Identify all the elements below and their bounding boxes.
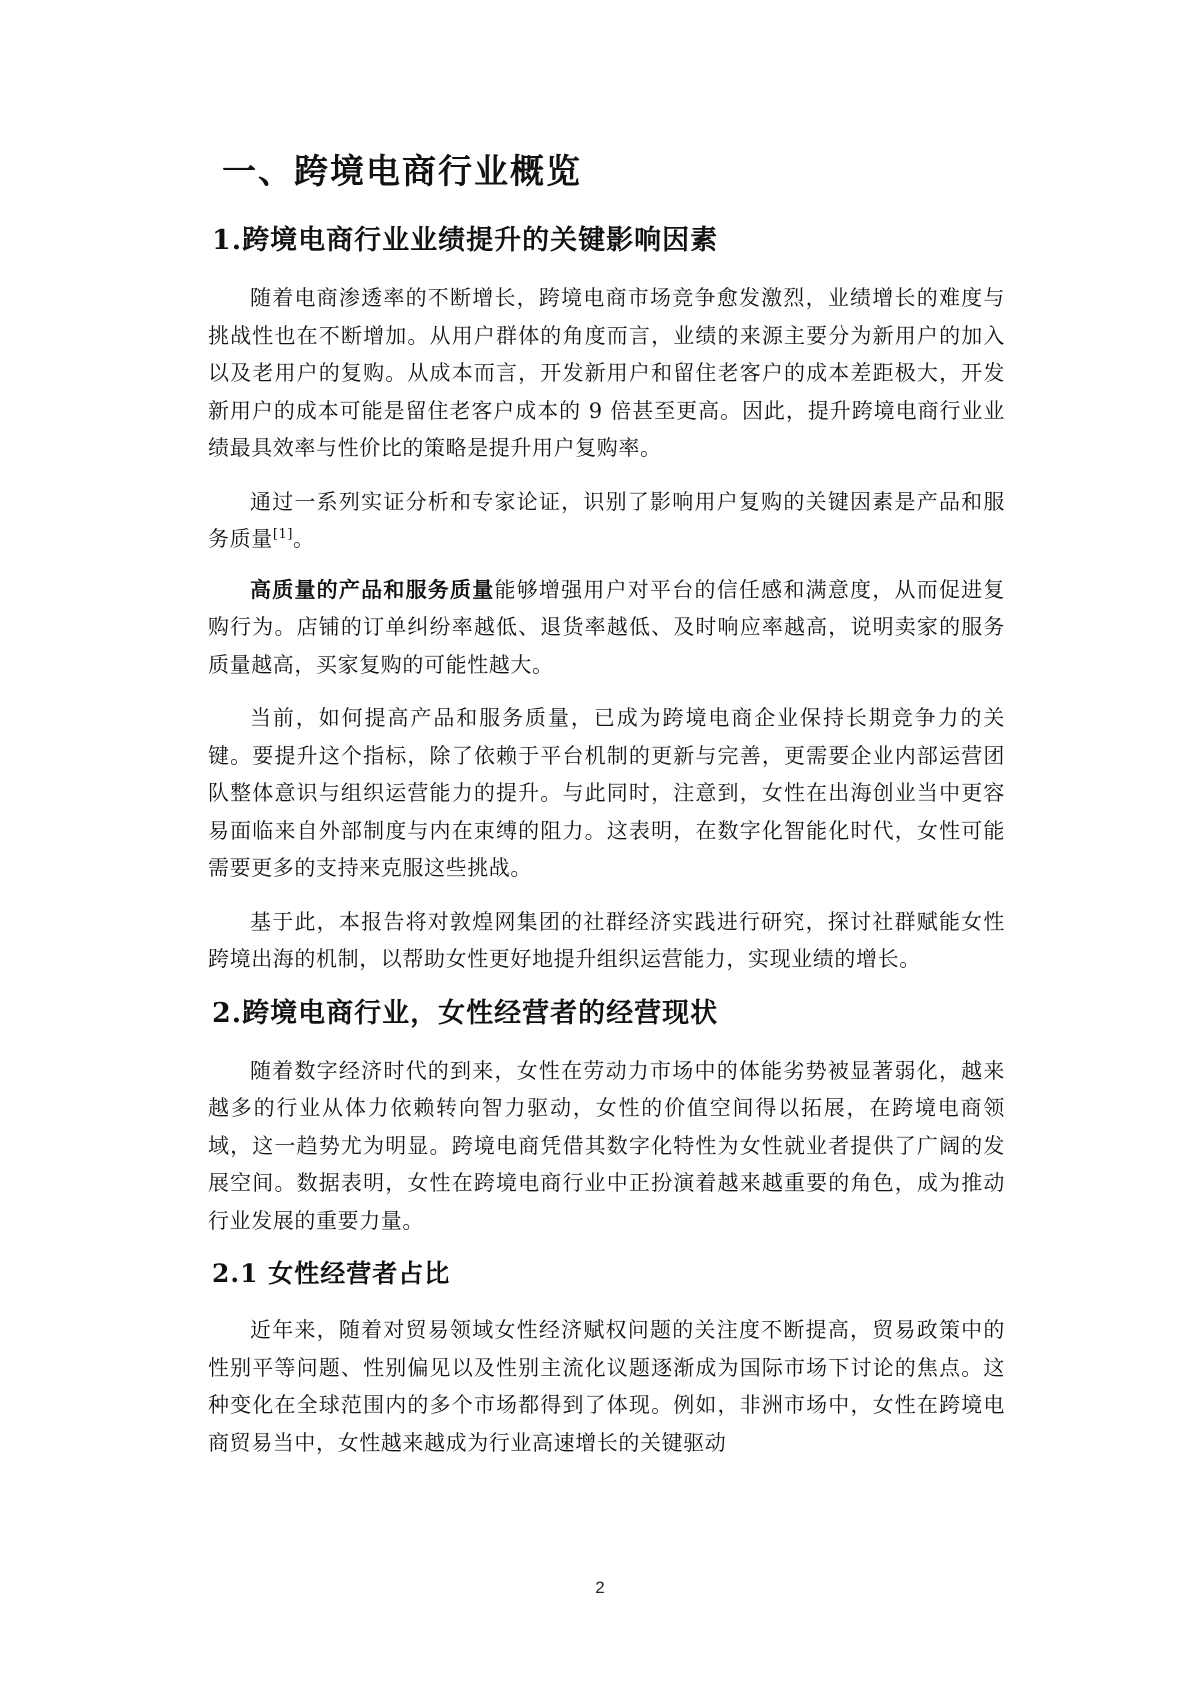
- paragraph-3-text: 能够增强用户对平台的信任感和满意度，从而促进复购行为。店铺的订单纠纷率越低、退货率越低、及时响应率越高，说明卖家的服务质量越高，买家复购的可能性越大。: [208, 577, 1005, 677]
- section-1-heading: 1.跨境电商行业业绩提升的关键影响因素: [212, 225, 719, 256]
- chapter-heading: 一、跨境电商行业概览: [222, 152, 582, 192]
- citation-reference[interactable]: [1]: [272, 527, 294, 542]
- section-2-1-paragraph-1: 近年来，随着对贸易领域女性经济赋权问题的关注度不断提高，贸易政策中的性别平等问题、性别偏见以及性别主流化议题逐渐成为国际市场下讨论的焦点。这种变化在全球范围内的多个市场都得到了体现。例如，非洲市场中，女性在跨境电商贸易当中，女性越来越成为行业高速增长的关键驱动: [208, 1318, 1005, 1455]
- paragraph-2-text: 通过一系列实证分析和专家论证，识别了影响用户复购的关键因素是产品和服务质量: [208, 489, 1005, 551]
- bold-phrase: 高质量的产品和服务质量: [250, 576, 495, 602]
- section-1-paragraph-2: [208, 484, 1005, 559]
- paragraph-2-end: 。: [293, 527, 315, 551]
- section-2-1-heading: 2.1 女性经营者占比: [212, 1259, 451, 1288]
- section-1-paragraph-4: 当前，如何提高产品和服务质量，已成为跨境电商企业保持长期竞争力的关键。要提升这个指标，除了依赖于平台机制的更新与完善，更需要企业内部运营团队整体意识与组织运营能力的提升。与此同时，注意到，女性在出海创业当中更容易面临来自外部制度与内在束缚的阻力。这表明，在数字化智能化时代，女性可能需要更多的支持来克服这些挑战。: [208, 706, 1005, 880]
- section-1-paragraph-1: 随着电商渗透率的不断增长，跨境电商市场竞争愈发激烈，业绩增长的难度与挑战性也在不断增加。从用户群体的角度而言，业绩的来源主要分为新用户的加入以及老用户的复购。从成本而言，开发新用户和留住老客户的成本差距极大，开发新用户的成本可能是留住老客户成本的 9 倍甚至更高。因此，提升跨境电商行业业绩最具效率与性价比的策略是提升用户复购率。: [208, 286, 1005, 460]
- section-2-paragraph-1: 随着数字经济时代的到来，女性在劳动力市场中的体能劣势被显著弱化，越来越多的行业从体力依赖转向智力驱动，女性的价值空间得以拓展，在跨境电商领域，这一趋势尤为明显。跨境电商凭借其数字化特性为女性就业者提供了广阔的发展空间。数据表明，女性在跨境电商行业中正扮演着越来越重要的角色，成为推动行业发展的重要力量。: [208, 1058, 1005, 1233]
- section-2-heading: 2.跨境电商行业，女性经营者的经营现状: [212, 997, 719, 1029]
- section-1-paragraph-5: 基于此，本报告将对敦煌网集团的社群经济实践进行研究，探讨社群赋能女性跨境出海的机制，以帮助女性更好地提升组织运营能力，实现业绩的增长。: [208, 909, 1005, 971]
- section-1-paragraph-3: [208, 571, 1005, 685]
- document-page: [208, 150, 1005, 1478]
- page-number: 2: [595, 1578, 605, 1597]
